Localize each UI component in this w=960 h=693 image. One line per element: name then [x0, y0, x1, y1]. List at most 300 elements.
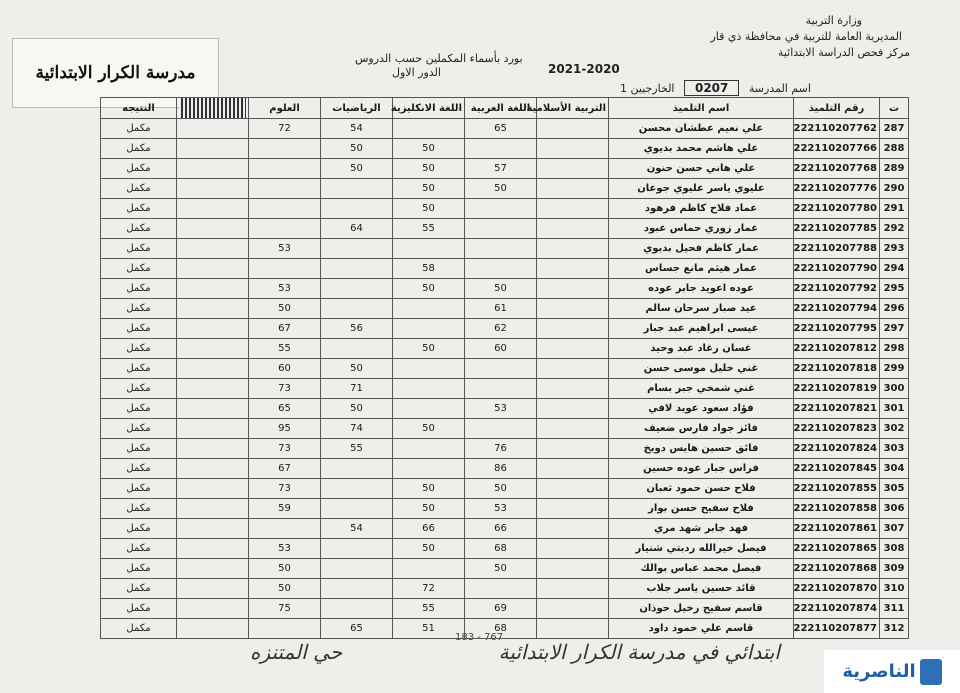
serial-cell: 294 [880, 259, 909, 279]
english-grade-cell [393, 399, 465, 419]
student-id-cell: 222110207861 [794, 519, 880, 539]
redacted-cell [177, 519, 249, 539]
redacted-cell [177, 419, 249, 439]
math-grade-cell: 54 [321, 119, 393, 139]
school-label: اسم المدرسة [748, 82, 811, 95]
watermark-text: الناصرية [842, 661, 916, 682]
serial-cell: 305 [880, 479, 909, 499]
arabic-grade-cell: 57 [465, 159, 537, 179]
arabic-grade-cell: 53 [465, 499, 537, 519]
student-id-cell: 222110207819 [794, 379, 880, 399]
serial-cell: 292 [880, 219, 909, 239]
student-name-cell: قاسم سفيح رخيل حوذان [609, 599, 794, 619]
serial-cell: 298 [880, 339, 909, 359]
table-row [101, 619, 909, 639]
table-row [101, 419, 909, 439]
grades-table [100, 97, 909, 639]
result-cell: مكمل [101, 439, 177, 459]
result-cell: مكمل [101, 319, 177, 339]
arabic-grade-cell: 60 [465, 339, 537, 359]
arabic-grade-cell: 50 [465, 479, 537, 499]
arabic-grade-cell: 50 [465, 179, 537, 199]
islamic-grade-cell [537, 559, 609, 579]
science-grade-cell: 95 [249, 419, 321, 439]
table-header-row [101, 98, 909, 119]
table-row [101, 459, 909, 479]
math-grade-cell [321, 299, 393, 319]
student-name-cell: فلاح حسن حمود ثعبان [609, 479, 794, 499]
math-grade-cell: 55 [321, 439, 393, 459]
math-grade-cell: 50 [321, 159, 393, 179]
islamic-grade-cell [537, 199, 609, 219]
serial-cell: 288 [880, 139, 909, 159]
science-grade-cell: 73 [249, 439, 321, 459]
science-grade-cell [249, 619, 321, 639]
islamic-grade-cell [537, 619, 609, 639]
result-cell: مكمل [101, 239, 177, 259]
ministry-line: وزارة التربية [805, 14, 862, 27]
table-row [101, 579, 909, 599]
redacted-cell [177, 539, 249, 559]
student-id-cell: 222110207865 [794, 539, 880, 559]
english-grade-cell [393, 319, 465, 339]
science-grade-cell: 72 [249, 119, 321, 139]
redacted-cell [177, 159, 249, 179]
math-grade-cell: 71 [321, 379, 393, 399]
student-name-cell: عماد فلاح كاظم فرهود [609, 199, 794, 219]
school-code: 0207 [684, 80, 739, 96]
redacted-cell [177, 219, 249, 239]
english-grade-cell: 50 [393, 539, 465, 559]
arabic-grade-cell: 69 [465, 599, 537, 619]
science-grade-cell: 67 [249, 319, 321, 339]
math-grade-cell: 50 [321, 359, 393, 379]
math-grade-cell [321, 259, 393, 279]
result-cell: مكمل [101, 479, 177, 499]
student-id-cell: 222110207870 [794, 579, 880, 599]
col-redacted [177, 98, 249, 119]
islamic-grade-cell [537, 359, 609, 379]
student-name-cell: فيصل محمد عباس بوالك [609, 559, 794, 579]
student-name-cell: فؤاد سعود عويد لافي [609, 399, 794, 419]
student-id-cell: 222110207762 [794, 119, 880, 139]
student-id-cell: 222110207858 [794, 499, 880, 519]
student-id-cell: 222110207823 [794, 419, 880, 439]
student-name-cell: عمار هيثم مانع جساس [609, 259, 794, 279]
arabic-grade-cell [465, 239, 537, 259]
science-grade-cell: 65 [249, 399, 321, 419]
table-row [101, 219, 909, 239]
islamic-grade-cell [537, 259, 609, 279]
student-id-cell: 222110207776 [794, 179, 880, 199]
result-cell: مكمل [101, 119, 177, 139]
student-name-cell: غني شمخي جبر بسام [609, 379, 794, 399]
handwritten-note-right: ابتدائي في مدرسة الكرار الابتدائية [498, 640, 780, 664]
islamic-grade-cell [537, 319, 609, 339]
islamic-grade-cell [537, 299, 609, 319]
redacted-cell [177, 359, 249, 379]
table-row [101, 259, 909, 279]
english-grade-cell: 50 [393, 199, 465, 219]
serial-cell: 297 [880, 319, 909, 339]
col-science: العلوم [249, 98, 321, 119]
result-cell: مكمل [101, 459, 177, 479]
english-grade-cell [393, 459, 465, 479]
islamic-grade-cell [537, 419, 609, 439]
redacted-cell [177, 119, 249, 139]
result-cell: مكمل [101, 339, 177, 359]
student-id-cell: 222110207794 [794, 299, 880, 319]
student-name-cell: فهد جابر شهد مري [609, 519, 794, 539]
english-grade-cell: 50 [393, 499, 465, 519]
col-arabic: اللغة العربية [465, 98, 537, 119]
serial-cell: 300 [880, 379, 909, 399]
col-english: اللغة الانكليزية [393, 98, 465, 119]
table-row [101, 439, 909, 459]
student-id-cell: 222110207877 [794, 619, 880, 639]
result-cell: مكمل [101, 559, 177, 579]
science-grade-cell [249, 219, 321, 239]
serial-cell: 304 [880, 459, 909, 479]
result-cell: مكمل [101, 359, 177, 379]
serial-cell: 290 [880, 179, 909, 199]
arabic-grade-cell: 53 [465, 399, 537, 419]
serial-cell: 291 [880, 199, 909, 219]
watermark-logo [824, 650, 960, 693]
science-grade-cell: 53 [249, 239, 321, 259]
math-grade-cell: 64 [321, 219, 393, 239]
student-name-cell: فيصل خيرالله ردبتي شنيار [609, 539, 794, 559]
math-grade-cell [321, 339, 393, 359]
english-grade-cell [393, 119, 465, 139]
serial-cell: 302 [880, 419, 909, 439]
serial-cell: 311 [880, 599, 909, 619]
islamic-grade-cell [537, 159, 609, 179]
science-grade-cell: 55 [249, 339, 321, 359]
islamic-grade-cell [537, 519, 609, 539]
table-row [101, 399, 909, 419]
table-row [101, 359, 909, 379]
result-cell: مكمل [101, 379, 177, 399]
student-id-cell: 222110207795 [794, 319, 880, 339]
redacted-cell [177, 259, 249, 279]
redacted-cell [177, 479, 249, 499]
islamic-grade-cell [537, 219, 609, 239]
arabic-grade-cell: 65 [465, 119, 537, 139]
result-cell: مكمل [101, 159, 177, 179]
student-id-cell: 222110207780 [794, 199, 880, 219]
english-grade-cell: 50 [393, 139, 465, 159]
table-row [101, 539, 909, 559]
student-id-cell: 222110207785 [794, 219, 880, 239]
math-grade-cell: 74 [321, 419, 393, 439]
serial-cell: 295 [880, 279, 909, 299]
serial-cell: 312 [880, 619, 909, 639]
redacted-cell [177, 319, 249, 339]
english-grade-cell [393, 439, 465, 459]
islamic-grade-cell [537, 139, 609, 159]
english-grade-cell: 50 [393, 339, 465, 359]
student-name-cell: فراس جبار عوده حسين [609, 459, 794, 479]
islamic-grade-cell [537, 379, 609, 399]
serial-cell: 289 [880, 159, 909, 179]
table-row [101, 159, 909, 179]
result-cell: مكمل [101, 139, 177, 159]
student-id-cell: 222110207824 [794, 439, 880, 459]
page-number: 183 - 767 [455, 632, 504, 643]
student-id-cell: 222110207788 [794, 239, 880, 259]
table-row [101, 119, 909, 139]
student-name-cell: قاسم علي حمود داود [609, 619, 794, 639]
handwritten-note-left: حي المتنزه [250, 640, 343, 664]
redacted-cell [177, 239, 249, 259]
math-grade-cell [321, 479, 393, 499]
table-row [101, 279, 909, 299]
islamic-grade-cell [537, 279, 609, 299]
arabic-grade-cell: 66 [465, 519, 537, 539]
english-grade-cell [393, 239, 465, 259]
result-cell: مكمل [101, 499, 177, 519]
result-cell: مكمل [101, 279, 177, 299]
english-grade-cell: 50 [393, 419, 465, 439]
math-grade-cell [321, 459, 393, 479]
student-name-cell: فلاح سفيح حسن بوار [609, 499, 794, 519]
english-grade-cell: 55 [393, 599, 465, 619]
result-cell: مكمل [101, 539, 177, 559]
student-id-cell: 222110207868 [794, 559, 880, 579]
islamic-grade-cell [537, 499, 609, 519]
student-name-cell: عليوي ياسر عليوي جوعان [609, 179, 794, 199]
serial-cell: 306 [880, 499, 909, 519]
english-grade-cell: 58 [393, 259, 465, 279]
result-cell: مكمل [101, 299, 177, 319]
table-row [101, 199, 909, 219]
student-name-cell: عيد صبار سرحان سالم [609, 299, 794, 319]
science-grade-cell: 73 [249, 479, 321, 499]
school-info [620, 80, 811, 96]
math-grade-cell [321, 279, 393, 299]
serial-cell: 301 [880, 399, 909, 419]
islamic-grade-cell [537, 459, 609, 479]
math-grade-cell [321, 239, 393, 259]
islamic-grade-cell [537, 439, 609, 459]
english-grade-cell: 50 [393, 279, 465, 299]
science-grade-cell: 50 [249, 559, 321, 579]
science-grade-cell: 53 [249, 279, 321, 299]
student-id-cell: 222110207812 [794, 339, 880, 359]
science-grade-cell: 67 [249, 459, 321, 479]
redacted-cell [177, 179, 249, 199]
science-grade-cell [249, 179, 321, 199]
col-serial: ت [880, 98, 909, 119]
table-row [101, 559, 909, 579]
science-grade-cell [249, 259, 321, 279]
arabic-grade-cell [465, 139, 537, 159]
col-student-name: اسم التلميذ [609, 98, 794, 119]
serial-cell: 307 [880, 519, 909, 539]
redacted-cell [177, 199, 249, 219]
math-grade-cell [321, 579, 393, 599]
table-row [101, 139, 909, 159]
english-grade-cell [393, 359, 465, 379]
arabic-grade-cell: 62 [465, 319, 537, 339]
student-id-cell: 222110207768 [794, 159, 880, 179]
student-id-cell: 222110207766 [794, 139, 880, 159]
student-id-cell: 222110207845 [794, 459, 880, 479]
serial-cell: 310 [880, 579, 909, 599]
redacted-cell [177, 439, 249, 459]
table-row [101, 519, 909, 539]
student-id-cell: 222110207874 [794, 599, 880, 619]
student-name-cell: عيسى ابراهيم عبد جبار [609, 319, 794, 339]
student-name-cell: عمار كاظم فحيل بديوي [609, 239, 794, 259]
redacted-cell [177, 619, 249, 639]
arabic-grade-cell: 68 [465, 539, 537, 559]
math-grade-cell [321, 559, 393, 579]
center-line: مركز فحص الدراسة الابتدائية [777, 46, 910, 59]
student-name-cell: غسان رغاد عبد وحيد [609, 339, 794, 359]
col-student-id: رقم التلميذ [794, 98, 880, 119]
arabic-grade-cell: 61 [465, 299, 537, 319]
table-row [101, 239, 909, 259]
student-name-cell: فائق حسين هايس دويخ [609, 439, 794, 459]
table-row [101, 299, 909, 319]
student-name-cell: علي نعيم عطشان محسن [609, 119, 794, 139]
student-name-cell: عوده اعويد جابر عوده [609, 279, 794, 299]
math-grade-cell [321, 499, 393, 519]
science-grade-cell [249, 159, 321, 179]
redacted-cell [177, 279, 249, 299]
serial-cell: 299 [880, 359, 909, 379]
serial-cell: 303 [880, 439, 909, 459]
table-row [101, 339, 909, 359]
student-name-cell: قائد حسين ياسر جلاب [609, 579, 794, 599]
islamic-grade-cell [537, 599, 609, 619]
table-row [101, 499, 909, 519]
math-grade-cell: 50 [321, 399, 393, 419]
math-grade-cell: 56 [321, 319, 393, 339]
student-name-cell: عمار زوري حماس عبود [609, 219, 794, 239]
table-row [101, 479, 909, 499]
islamic-grade-cell [537, 339, 609, 359]
student-id-cell: 222110207790 [794, 259, 880, 279]
english-grade-cell [393, 559, 465, 579]
math-grade-cell [321, 199, 393, 219]
islamic-grade-cell [537, 539, 609, 559]
student-id-cell: 222110207818 [794, 359, 880, 379]
arabic-grade-cell [465, 199, 537, 219]
redacted-cell [177, 499, 249, 519]
redacted-cell [177, 299, 249, 319]
english-grade-cell: 50 [393, 159, 465, 179]
serial-cell: 287 [880, 119, 909, 139]
logo-icon [920, 659, 942, 685]
result-cell: مكمل [101, 419, 177, 439]
arabic-grade-cell: 50 [465, 279, 537, 299]
table-row [101, 379, 909, 399]
student-id-cell: 222110207855 [794, 479, 880, 499]
science-grade-cell [249, 199, 321, 219]
science-grade-cell [249, 139, 321, 159]
student-name-cell: فائز جواد فارس ضعيف [609, 419, 794, 439]
islamic-grade-cell [537, 479, 609, 499]
science-grade-cell: 53 [249, 539, 321, 559]
result-cell: مكمل [101, 619, 177, 639]
round-label: الدور الاول [392, 66, 441, 79]
islamic-grade-cell [537, 119, 609, 139]
english-grade-cell: 51 [393, 619, 465, 639]
table-row [101, 599, 909, 619]
science-grade-cell [249, 519, 321, 539]
academic-year: 2021-2020 [548, 62, 620, 76]
directorate-line: المديرية العامة للتربية في محافظة ذي قار [710, 30, 902, 43]
arabic-grade-cell: 76 [465, 439, 537, 459]
result-cell: مكمل [101, 199, 177, 219]
result-cell: مكمل [101, 519, 177, 539]
science-grade-cell: 50 [249, 299, 321, 319]
science-grade-cell: 73 [249, 379, 321, 399]
serial-cell: 309 [880, 559, 909, 579]
redacted-cell [177, 339, 249, 359]
student-name-cell: غني خليل موسى حسن [609, 359, 794, 379]
result-cell: مكمل [101, 579, 177, 599]
redacted-cell [177, 459, 249, 479]
science-grade-cell: 60 [249, 359, 321, 379]
serial-cell: 296 [880, 299, 909, 319]
science-grade-cell: 75 [249, 599, 321, 619]
english-grade-cell: 72 [393, 579, 465, 599]
redacted-cell [177, 559, 249, 579]
english-grade-cell: 66 [393, 519, 465, 539]
arabic-grade-cell [465, 219, 537, 239]
arabic-grade-cell [465, 419, 537, 439]
student-id-cell: 222110207792 [794, 279, 880, 299]
student-name-cell: علي هاشم محمد بديوي [609, 139, 794, 159]
result-cell: مكمل [101, 259, 177, 279]
board-title: بورد بأسماء المكملين حسب الدروس [355, 52, 523, 65]
english-grade-cell: 55 [393, 219, 465, 239]
arabic-grade-cell: 50 [465, 559, 537, 579]
english-grade-cell: 50 [393, 479, 465, 499]
english-grade-cell [393, 379, 465, 399]
external-label: الخارجيين 1 [620, 82, 675, 95]
result-cell: مكمل [101, 599, 177, 619]
islamic-grade-cell [537, 399, 609, 419]
student-name-cell: علي هاني حسن حنون [609, 159, 794, 179]
table-row [101, 179, 909, 199]
english-grade-cell [393, 299, 465, 319]
result-cell: مكمل [101, 219, 177, 239]
math-grade-cell [321, 599, 393, 619]
col-islamic: التربية الأسلامية [537, 98, 609, 119]
science-grade-cell: 50 [249, 579, 321, 599]
col-math: الرياضيات [321, 98, 393, 119]
school-stamp: مدرسة الكرار الابتدائية [12, 38, 219, 108]
math-grade-cell [321, 179, 393, 199]
redacted-cell [177, 379, 249, 399]
redacted-cell [177, 579, 249, 599]
islamic-grade-cell [537, 179, 609, 199]
science-grade-cell: 59 [249, 499, 321, 519]
math-grade-cell [321, 539, 393, 559]
result-cell: مكمل [101, 399, 177, 419]
result-cell: مكمل [101, 179, 177, 199]
math-grade-cell: 50 [321, 139, 393, 159]
serial-cell: 308 [880, 539, 909, 559]
arabic-grade-cell [465, 379, 537, 399]
redacted-cell [177, 399, 249, 419]
redacted-cell [177, 599, 249, 619]
